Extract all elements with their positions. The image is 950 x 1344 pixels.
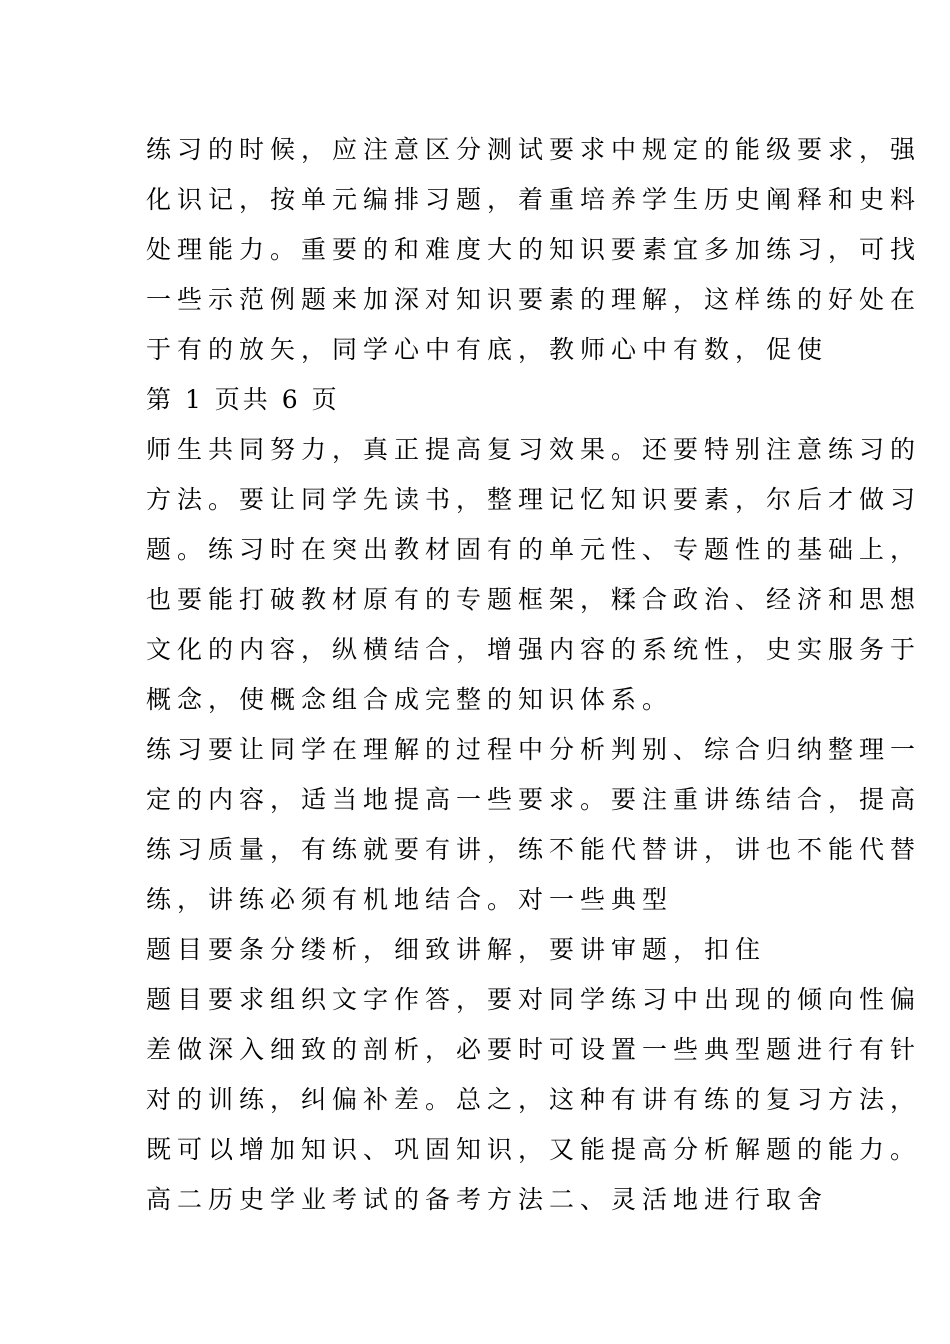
text-line: 练习要让同学在理解的过程中分析判别、综合归纳整理一	[146, 735, 922, 764]
text-line: 处理能力。重要的和难度大的知识要素宜多加练习，可找	[146, 235, 922, 264]
text-line: 差做深入细致的剖析，必要时可设置一些典型题进行有针	[146, 1035, 922, 1064]
text-line: 也要能打破教材原有的专题框架，糅合政治、经济和思想	[146, 585, 922, 614]
text-line: 练习的时候，应注意区分测试要求中规定的能级要求，强	[146, 135, 922, 164]
text-line: 定的内容，适当地提高一些要求。要注重讲练结合，提高	[146, 785, 922, 814]
text-line: 于有的放矢，同学心中有底，教师心中有数，促使	[146, 335, 829, 364]
text-line: 既可以增加知识、巩固知识，又能提高分析解题的能力。	[146, 1135, 922, 1164]
text-line: 师生共同努力，真正提高复习效果。还要特别注意练习的	[146, 435, 922, 464]
text-line: 题目要条分缕析，细致讲解，要讲审题，扣住	[146, 935, 767, 964]
page-number-footer: 第 1 页共 6 页	[146, 385, 340, 414]
text-line: 题目要求组织文字作答，要对同学练习中出现的倾向性偏	[146, 985, 922, 1014]
text-line: 对的训练，纠偏补差。总之，这种有讲有练的复习方法，	[146, 1085, 922, 1114]
text-line: 一些示范例题来加深对知识要素的理解，这样练的好处在	[146, 285, 922, 314]
text-line: 练，讲练必须有机地结合。对一些典型	[146, 885, 674, 914]
text-line: 概念，使概念组合成完整的知识体系。	[146, 685, 674, 714]
section-heading-line: 高二历史学业考试的备考方法二、灵活地进行取舍	[146, 1185, 829, 1214]
text-line: 题。练习时在突出教材固有的单元性、专题性的基础上，	[146, 535, 922, 564]
text-line: 方法。要让同学先读书，整理记忆知识要素，尔后才做习	[146, 485, 922, 514]
text-line: 化识记，按单元编排习题，着重培养学生历史阐释和史料	[146, 185, 922, 214]
text-line: 练习质量，有练就要有讲，练不能代替讲，讲也不能代替	[146, 835, 922, 864]
text-line: 文化的内容，纵横结合，增强内容的系统性，史实服务于	[146, 635, 922, 664]
